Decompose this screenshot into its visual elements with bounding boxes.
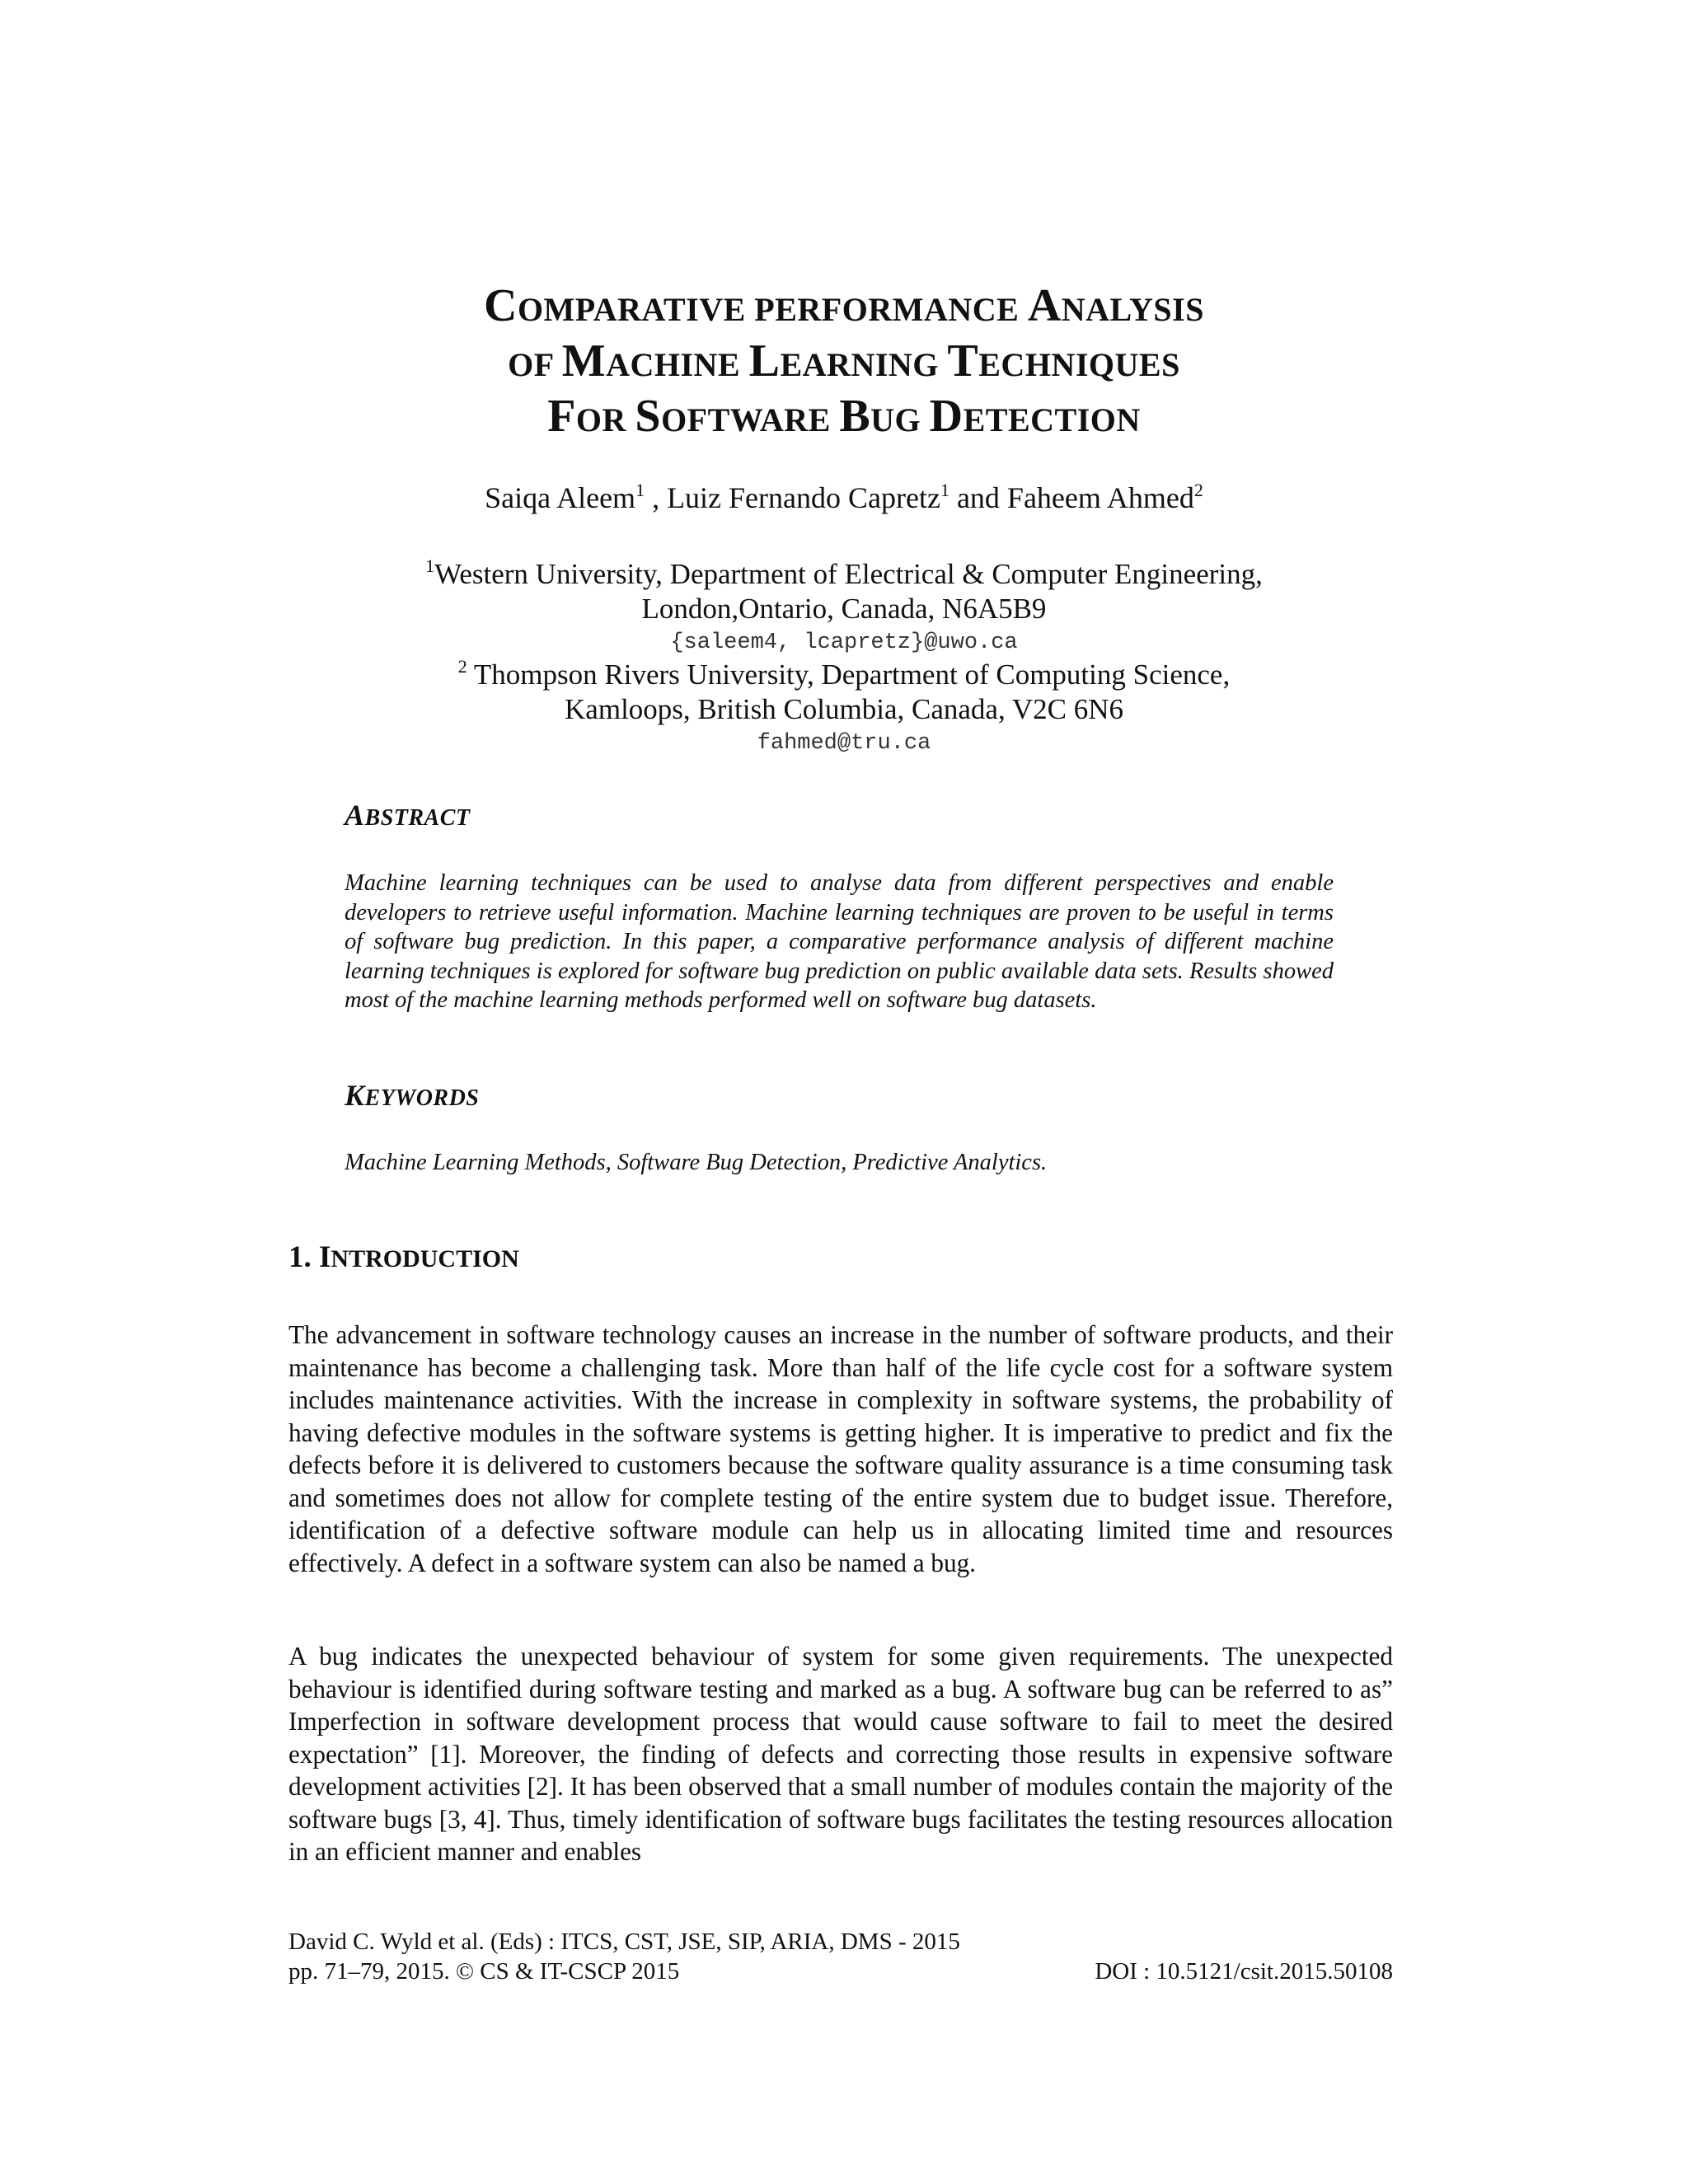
introduction-heading: 1. INTRODUCTION [288, 1240, 519, 1274]
affiliation-marker: 1 [635, 480, 645, 500]
affiliation-text: Western University, Department of Electrical & Computer Engineering, [434, 558, 1263, 590]
affiliation-text: Thompson Rivers University, Department of Computing Science, [467, 658, 1231, 691]
footer-pages: pp. 71–79, 2015. © CS & IT-CSCP 2015 [288, 1958, 680, 1985]
author-name: , Luiz Fernando Capretz [645, 481, 940, 514]
abstract-heading: ABSTRACT [345, 799, 471, 832]
introduction-paragraph-2: A bug indicates the unexpected behaviour of system for some given requirements. The unexpected behaviour is identified during software testing and marked as a bug. A software bug can be referred to as” Imperfection in software development process that would cause software to fail to meet the desired expectation” [1]. Moreover, the finding of defects and correcting those results in expensive software development activities [2]. It has been observed that a small number of modules contain the majority of the software bugs [3, 4]. Thus, timely identification of software bugs facilitates the testing resources allocation in an efficient manner and enables [288, 1642, 1393, 1866]
affiliation-2 [313, 658, 1375, 760]
abstract-text: Machine learning techniques can be used to analyse data from different perspectives and enable developers to retrieve useful information. Machine learning techniques are proven to be useful in terms of software bug prediction. In this paper, a comparative performance analysis of different machine learning techniques is explored for software bug prediction on public available data sets. Results showed most of the machine learning methods performed well on software bug datasets. [345, 870, 1334, 1013]
footer-citation [288, 1927, 960, 1986]
author-name: Saiqa Aleem [485, 481, 636, 514]
affiliation-text: Kamloops, British Columbia, Canada, V2C 6N6 [565, 693, 1123, 725]
affiliation-marker: 1 [425, 555, 435, 576]
email-address: {saleem4, lcapretz}@uwo.ca [670, 630, 1018, 655]
footer-editors: David C. Wyld et al. (Eds) : ITCS, CST, JSE, SIP, ARIA, DMS - 2015 [288, 1929, 960, 1955]
affiliation-text: London,Ontario, Canada, N6A5B9 [641, 593, 1047, 625]
affiliation-marker: 1 [940, 480, 950, 500]
author-name: and Faheem Ahmed [949, 481, 1194, 514]
affiliation-marker: 2 [1193, 480, 1203, 500]
title-line-1: COMPARATIVE PERFORMANCE ANALYSIS [483, 280, 1204, 331]
title-line-2: OF MACHINE LEARNING TECHNIQUES [508, 335, 1180, 387]
keywords-heading: KEYWORDS [345, 1079, 480, 1112]
email-address: fahmed@tru.ca [757, 731, 931, 756]
affiliation-1 [313, 557, 1375, 659]
introduction-paragraph-1: The advancement in software technology causes an increase in the number of software products, and their maintenance has become a challenging task. More than half of the life cycle cost for a software system includes maintenance activities. With the increase in complexity in software systems, the probability of having defective modules in the software systems is getting higher. It is imperative to predict and fix the defects before it is delivered to customers because the software quality assurance is a time consuming task and sometimes does not allow for complete testing of the entire system due to budget issue. Therefore, identification of a defective software module can help us in allocating limited time and resources effectively. A defect in a software system can also be named a bug. [288, 1320, 1393, 1577]
footer-doi: DOI : 10.5121/csit.2015.50108 [1095, 1958, 1393, 1985]
title-line-3: FOR SOFTWARE BUG DETECTION [547, 391, 1141, 442]
affiliation-marker: 2 [457, 656, 467, 677]
author-list [313, 480, 1375, 516]
keywords-text: Machine Learning Methods, Software Bug Detection, Predictive Analytics. [345, 1150, 1048, 1175]
paper-title [313, 280, 1375, 446]
